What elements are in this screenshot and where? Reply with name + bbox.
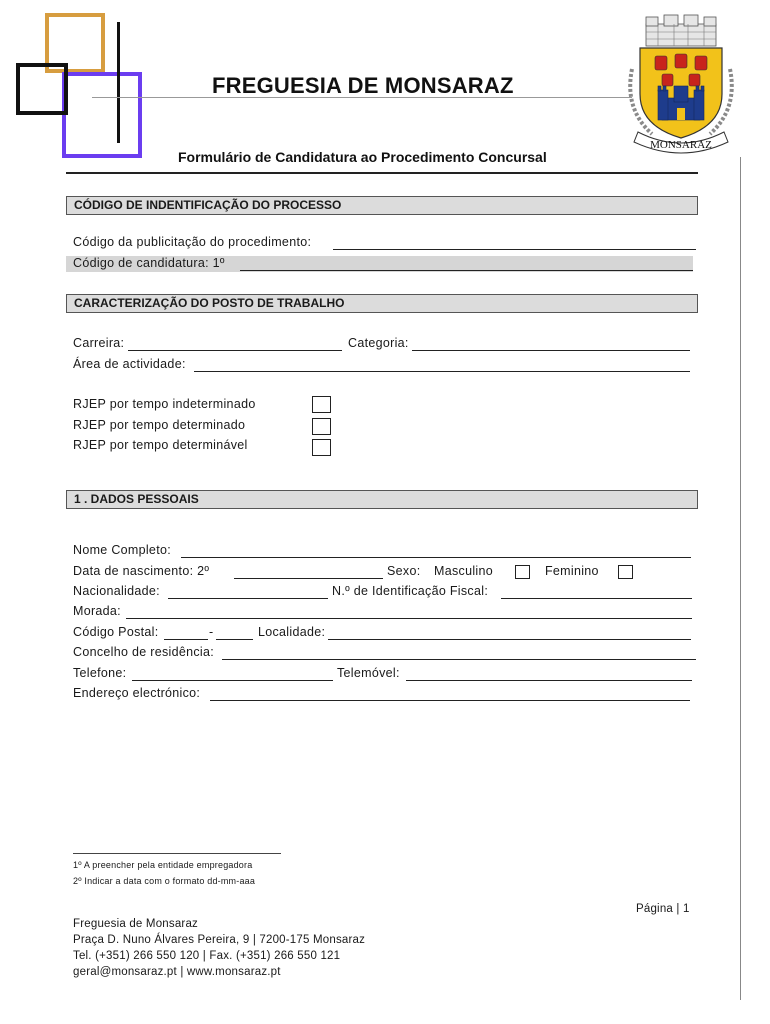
rjep-determinavel-label: RJEP por tempo determinável [73,438,248,452]
nif-field[interactable] [501,598,692,599]
categoria-field[interactable] [412,350,690,351]
footnote-2: 2º Indicar a data com o formato dd-mm-aaa [73,876,256,886]
section-job-characterization: CARACTERIZAÇÃO DO POSTO DE TRABALHO [66,294,698,313]
concelho-field[interactable] [222,659,696,660]
concelho-label: Concelho de residência: [73,645,215,659]
codigo-postal-label: Código Postal: [73,625,159,639]
footer-phone: Tel. (+351) 266 550 120 | Fax. (+351) 266 550 121 [73,950,341,962]
nascimento-label: Data de nascimento: 2º [73,564,210,578]
section-process-code: CÓDIGO DE INDENTIFICAÇÃO DO PROCESSO [66,196,698,215]
coat-of-arms-logo [622,14,740,156]
nome-label: Nome Completo: [73,543,171,557]
nome-field[interactable] [181,557,691,558]
footer-org: Freguesia de Monsaraz [73,918,199,930]
decorative-square-black [16,63,68,115]
localidade-field[interactable] [328,639,691,640]
footer-address: Praça D. Nuno Álvares Pereira, 9 | 7200-175 Monsaraz [73,934,366,946]
rjep-indeterminado-label: RJEP por tempo indeterminado [73,397,256,411]
nascimento-field[interactable] [234,578,383,579]
carreira-field[interactable] [128,350,342,351]
feminino-checkbox[interactable] [618,565,633,579]
page-number: Página | 1 [636,903,690,915]
codigo-postal-field-1[interactable] [164,639,208,640]
masculino-label: Masculino [434,564,493,578]
masculino-checkbox[interactable] [515,565,530,579]
rjep-indeterminado-checkbox[interactable] [312,396,331,413]
logo-ribbon-text: MONSARAZ [650,139,712,151]
footnote-1: 1º A preencher pela entidade empregadora [73,860,253,870]
telefone-field[interactable] [132,680,333,681]
rjep-determinavel-checkbox[interactable] [312,439,331,456]
rjep-determinado-checkbox[interactable] [312,418,331,435]
nif-label: N.º de Identificação Fiscal: [332,584,489,598]
feminino-label: Feminino [545,564,599,578]
publicitacao-label: Código da publicitação do procedimento: [73,235,312,249]
footer-contact: geral@monsaraz.pt | www.monsaraz.pt [73,966,281,978]
morada-field[interactable] [126,618,692,619]
candidatura-label: Código de candidatura: 1º [73,256,225,270]
categoria-label: Categoria: [348,336,409,350]
publicitacao-field[interactable] [333,249,696,250]
subtitle-rule [66,172,698,174]
section-personal-data: 1 . DADOS PESSOAIS [66,490,698,509]
nacionalidade-label: Nacionalidade: [73,584,160,598]
telemovel-label: Telemóvel: [337,666,400,680]
telemovel-field[interactable] [406,680,692,681]
right-margin-rule [740,157,741,1000]
morada-label: Morada: [73,604,121,618]
codigo-postal-dash: - [209,625,214,639]
telefone-label: Telefone: [73,666,127,680]
page-title: FREGUESIA DE MONSARAZ [212,73,514,98]
candidatura-field[interactable] [240,270,693,271]
email-field[interactable] [210,700,690,701]
form-subtitle: Formulário de Candidatura ao Procedimento Concursal [178,149,547,165]
footnote-rule [73,853,281,854]
decorative-square-purple [62,72,142,158]
email-label: Endereço electrónico: [73,686,201,700]
area-label: Área de actividade: [73,357,186,371]
codigo-postal-field-2[interactable] [216,639,253,640]
sexo-label: Sexo: [387,564,421,578]
carreira-label: Carreira: [73,336,125,350]
decorative-vertical-line [117,22,120,143]
area-field[interactable] [194,371,690,372]
rjep-determinado-label: RJEP por tempo determinado [73,418,246,432]
localidade-label: Localidade: [258,625,326,639]
nacionalidade-field[interactable] [168,598,328,599]
